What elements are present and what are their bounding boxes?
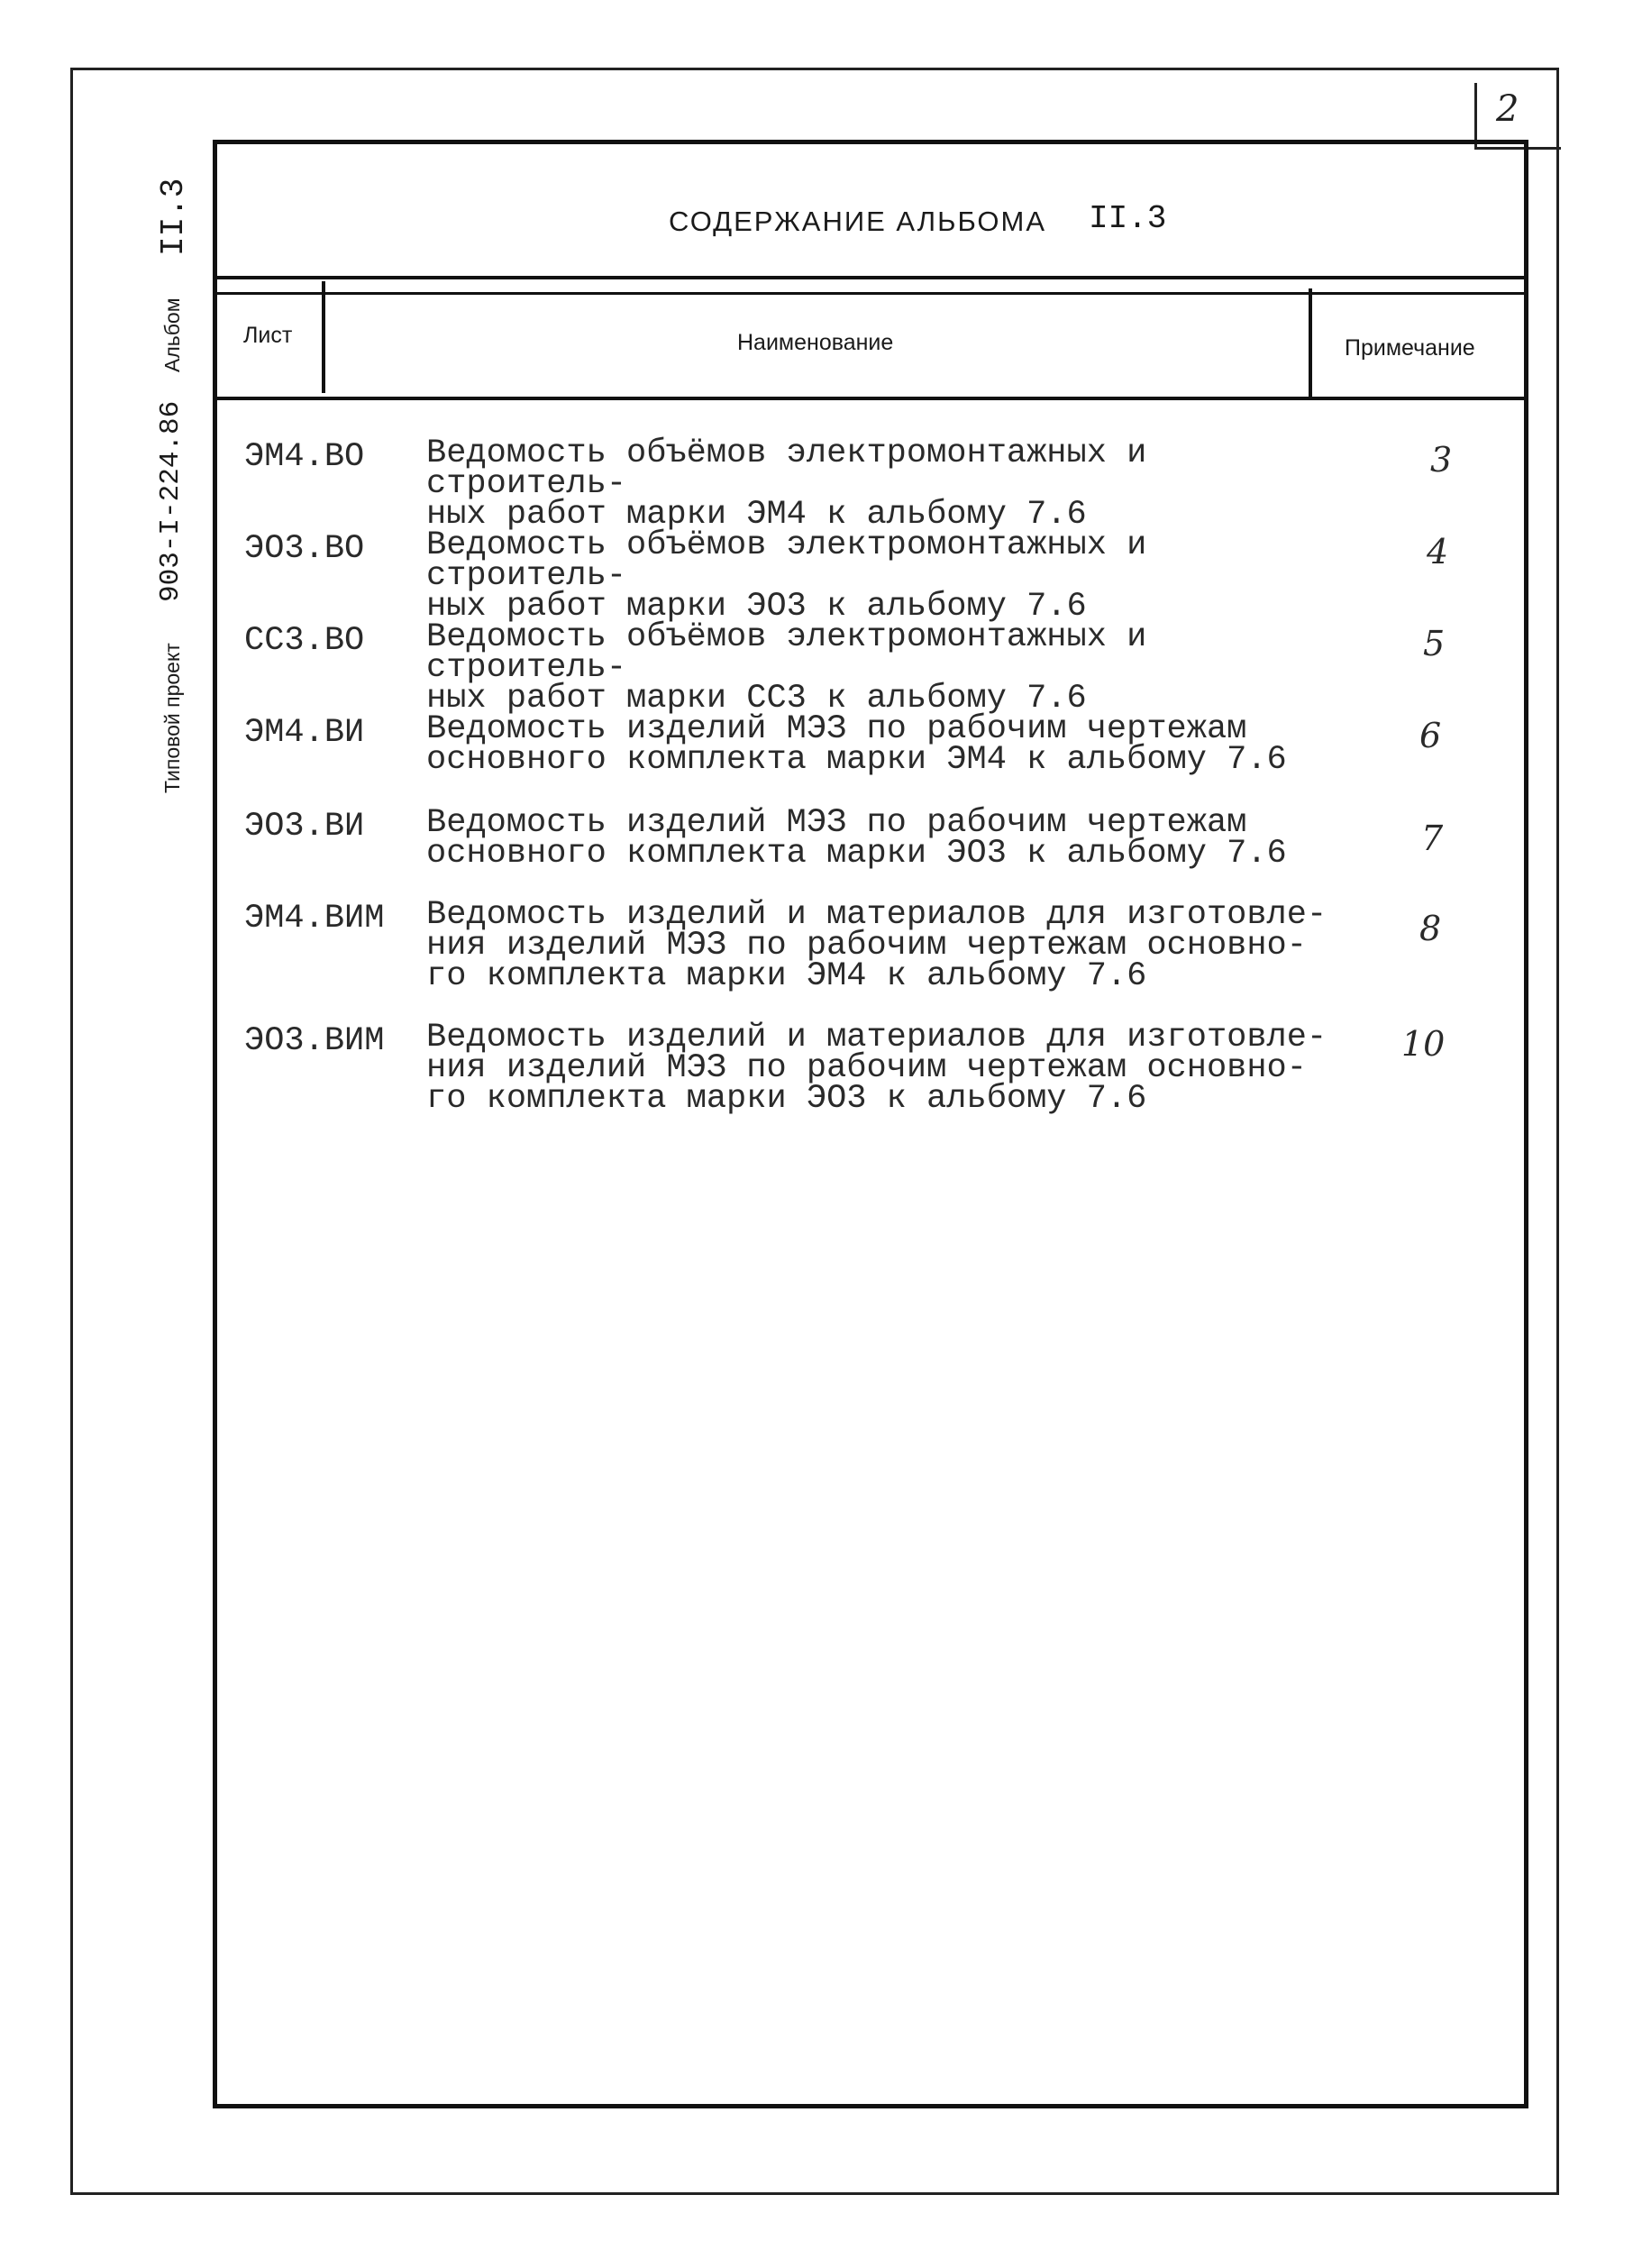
header-note: Примечание (1345, 335, 1475, 361)
album-code: II.3 (1089, 200, 1167, 237)
header-name: Наименование (737, 330, 894, 355)
row-name: Ведомость изделий МЭЗ по рабочим чертежам основного комплекта марки ЭО3 к альбому 7.6 (426, 804, 1287, 873)
row-code: СС3.ВО (244, 622, 365, 660)
sheet-number: 2 (1496, 88, 1519, 130)
row-code: ЭМ4.ВИ (244, 714, 365, 752)
row-note: 10 (1401, 1024, 1446, 1064)
row-code: ЭО3.ВИМ (244, 1022, 385, 1060)
row-note: 4 (1427, 532, 1449, 572)
row-name: Ведомость объёмов электромонтажных и строитель- ных работ марки СС3 к альбому 7.6 (426, 618, 1147, 718)
row-note: 6 (1419, 716, 1442, 755)
row-note: 5 (1423, 624, 1446, 663)
side-stamp-album-label: Альбом (160, 297, 184, 372)
side-stamp-album-code: II.3 (155, 178, 192, 256)
side-stamp-project-code: 903-I-224.86 (155, 400, 187, 602)
row-name: Ведомость изделий МЭЗ по рабочим чертежам основного комплекта марки ЭМ4 к альбому 7.6 (426, 710, 1287, 779)
side-stamp-project-label: Типовой проект (160, 643, 184, 793)
header-divider-sheet (322, 281, 325, 393)
row-name: Ведомость изделий и материалов для изготовле- ния изделий МЭЗ по рабочим чертежам основно- го комплекта марки ЭО3 к альбому 7.6 (426, 1019, 1327, 1118)
page-title: СОДЕРЖАНИЕ АЛЬБОМА (669, 206, 1047, 237)
row-code: ЭО3.ВИ (244, 808, 365, 846)
row-code: ЭМ4.ВИМ (244, 900, 385, 937)
row-code: ЭО3.ВО (244, 530, 365, 568)
row-note: 3 (1430, 440, 1453, 480)
row-name: Ведомость объёмов электромонтажных и строитель- ных работ марки ЭО3 к альбому 7.6 (426, 526, 1147, 626)
header-sheet: Лист (243, 323, 293, 348)
row-code: ЭМ4.ВО (244, 438, 365, 476)
row-name: Ведомость объёмов электромонтажных и строитель- ных работ марки ЭМ4 к альбому 7.6 (426, 434, 1147, 534)
row-note: 7 (1421, 818, 1444, 858)
header-divider-note (1309, 288, 1312, 400)
row-name: Ведомость изделий и материалов для изготовле- ния изделий МЭЗ по рабочим чертежам основно- го комплекта марки ЭМ4 к альбому 7.6 (426, 896, 1327, 995)
row-note: 8 (1419, 909, 1442, 948)
